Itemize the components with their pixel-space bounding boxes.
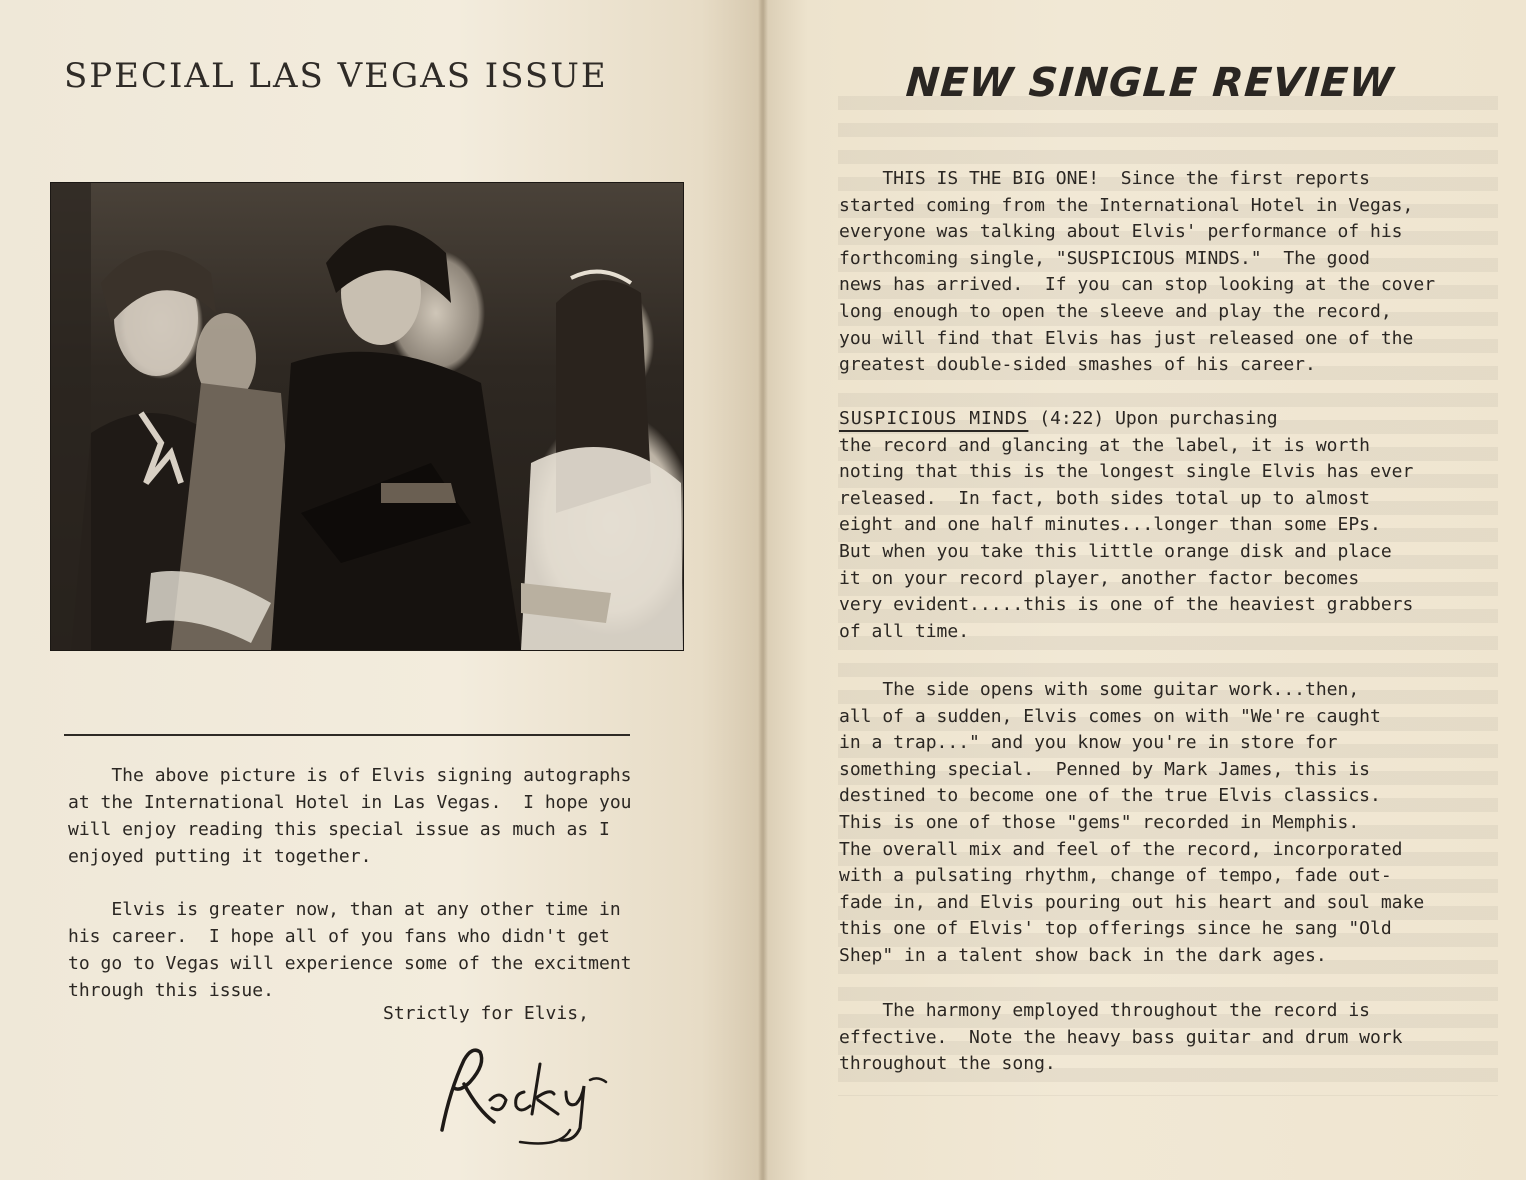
text-line: news has arrived. If you can stop looking at the cover: [839, 274, 1436, 296]
text-line: fade in, and Elvis pouring out his heart and soul make: [839, 891, 1425, 913]
text-line: the record and glancing at the label, it is worth: [839, 434, 1371, 456]
text-line: in a trap..." and you know you're in store for: [839, 732, 1338, 754]
text-line: Elvis is greater now, than at any other time in: [68, 899, 621, 920]
text-line: through this issue.: [68, 980, 274, 1001]
intro-paragraph: [68, 762, 632, 870]
divider-line: [64, 734, 630, 736]
text-line: THIS IS THE BIG ONE! Since the first reports: [839, 168, 1371, 189]
text-line: But when you take this little orange disk and place: [839, 540, 1392, 562]
text-line: Shep" in a talent show back in the dark ages.: [839, 944, 1327, 966]
closing-line: Strictly for Elvis,: [383, 1003, 589, 1024]
review-intro-paragraph: [839, 166, 1435, 379]
song-review-paragraph: [839, 406, 1413, 645]
text-line: effective. Note the heavy bass guitar and drum work: [839, 1026, 1403, 1048]
text-line: this one of Elvis' top offerings since he sang "Old: [839, 918, 1392, 940]
text-line: you will find that Elvis has just released one of the: [839, 327, 1414, 349]
text-line: The overall mix and feel of the record, incorporated: [839, 838, 1403, 860]
second-paragraph: [68, 896, 632, 1004]
text-line: enjoyed putting it together.: [68, 846, 372, 867]
text-line: This is one of those "gems" recorded in Memphis.: [839, 811, 1360, 833]
text-line: forthcoming single, "SUSPICIOUS MINDS." The good: [839, 247, 1371, 269]
song-detail-paragraph: [839, 677, 1424, 970]
text-line: started coming from the International Hotel in Vegas,: [839, 194, 1414, 216]
text-line: noting that this is the longest single Elvis has ever: [839, 461, 1414, 483]
photo-illustration: [51, 183, 683, 650]
text-line: to go to Vegas will experience some of the excitment: [68, 953, 632, 974]
text-line: everyone was talking about Elvis' performance of his: [839, 221, 1403, 243]
left-page-title: SPECIAL LAS VEGAS ISSUE: [64, 56, 608, 96]
right-page-title: NEW SINGLE REVIEW: [904, 60, 1396, 106]
song-heading-line: [839, 406, 1413, 433]
text-line: released. In fact, both sides total up to almost: [839, 487, 1371, 509]
text-line: long enough to open the sleeve and play the record,: [839, 300, 1392, 322]
text-line: very evident.....this is one of the heaviest grabbers: [839, 594, 1414, 616]
text-line: throughout the song.: [839, 1053, 1056, 1075]
left-page: [0, 0, 762, 1180]
text-line: destined to become one of the true Elvis classics.: [839, 785, 1381, 807]
text-line: The harmony employed throughout the record is: [839, 1000, 1371, 1021]
autograph-photo: [50, 182, 684, 651]
signature-rocky: [420, 1030, 620, 1150]
text-line: The above picture is of Elvis signing autographs: [68, 765, 632, 786]
text-line: greatest double-sided smashes of his career.: [839, 354, 1316, 376]
text-line: eight and one half minutes...longer than some EPs.: [839, 514, 1381, 536]
text-line: will enjoy reading this special issue as much as I: [68, 819, 610, 840]
text-line: his career. I hope all of you fans who didn't get: [68, 926, 610, 947]
text-line: at the International Hotel in Las Vegas. I hope you: [68, 792, 632, 813]
text-line: with a pulsating rhythm, change of tempo, fade out-: [839, 865, 1392, 887]
song-heading: SUSPICIOUS MINDS: [839, 408, 1029, 429]
text-line: it on your record player, another factor becomes: [839, 567, 1360, 589]
harmony-paragraph: [839, 998, 1403, 1078]
text-line: all of a sudden, Elvis comes on with "We're caught: [839, 705, 1381, 727]
song-heading-rest: (4:22) Upon purchasing: [1028, 408, 1278, 429]
text-line: something special. Penned by Mark James, this is: [839, 758, 1371, 780]
text-line: of all time.: [839, 620, 970, 642]
binding-gutter: [758, 0, 768, 1180]
text-line: The side opens with some guitar work...then,: [839, 679, 1360, 700]
